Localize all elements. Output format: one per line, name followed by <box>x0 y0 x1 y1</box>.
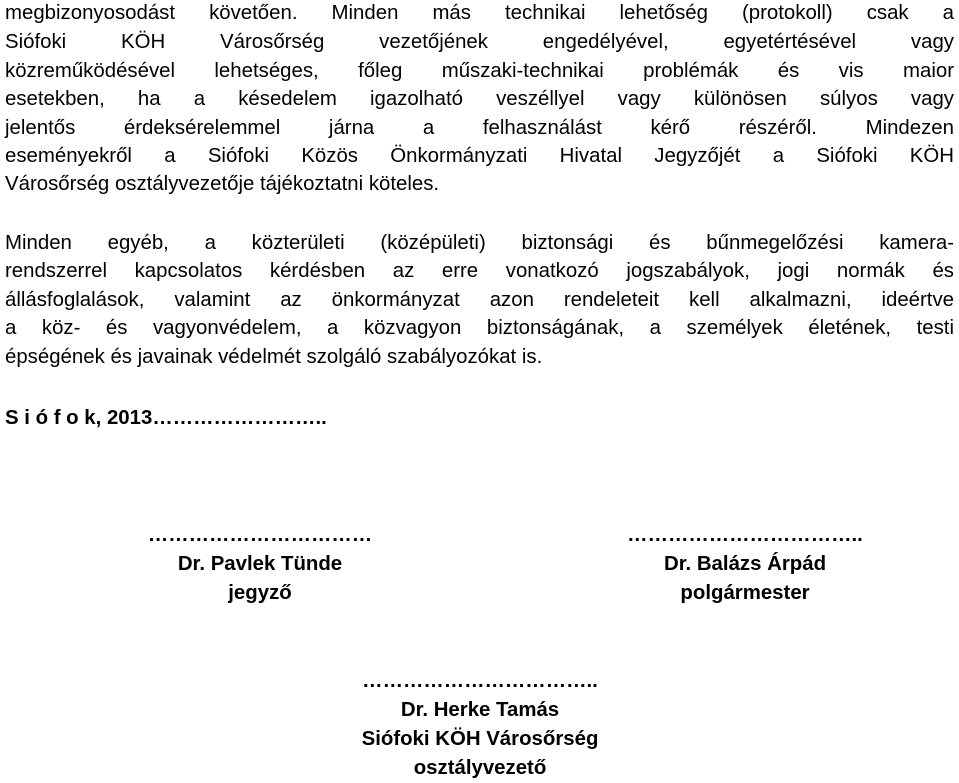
paragraph-line: rendszerrel kapcsolatos kérdésben az erre vonatkozó jogszabályok, jogi normák és <box>5 260 954 282</box>
paragraph-line: esetekben, ha a késedelem igazolható veszéllyel vagy különösen súlyos vagy <box>5 88 954 110</box>
signatory-name: Dr. Pavlek Tünde <box>177 553 343 575</box>
signatory-role: polgármester <box>680 582 810 604</box>
signatory-role: osztályvezető <box>413 757 547 779</box>
signatory-role: Siófoki KÖH Városőrség <box>361 728 599 750</box>
paragraph-line: megbizonyosodást követően. Minden más technikai lehetőség (protokoll) csak a <box>5 2 954 24</box>
place-date: S i ó f o k, 2013…………………….. <box>5 407 327 429</box>
paragraph-line: Siófoki KÖH Városőrség vezetőjének engedélyével, egyetértésével vagy <box>5 31 954 53</box>
paragraph-line: jelentős érdeksérelemmel járna a felhasználást kérő részéről. Mindezen <box>5 117 954 139</box>
paragraph-line: eseményekről a Siófoki Közös Önkormányzati Hivatal Jegyzőjét a Siófoki KÖH <box>5 145 954 167</box>
paragraph-line: Városőrség osztályvezetője tájékoztatni köteles. <box>5 173 440 195</box>
signature-block-notary <box>80 521 440 608</box>
signatory-role: jegyző <box>228 582 292 604</box>
paragraph-line: közreműködésével lehetséges, főleg műszaki-technikai problémák és vis maior <box>5 60 954 82</box>
signatory-name: Dr. Balázs Árpád <box>663 553 827 575</box>
signature-line: …………………………….. <box>362 670 598 692</box>
signature-block-mayor <box>535 521 955 608</box>
paragraph-line: a köz- és vagyonvédelem, a közvagyon biztonságának, a személyek életének, testi <box>5 317 954 339</box>
signatory-name: Dr. Herke Tamás <box>400 699 560 721</box>
paragraph-line: épségének és javainak védelmét szolgáló szabályozókat is. <box>5 346 543 368</box>
signature-block-department-head <box>230 667 730 783</box>
signature-line: …………………………….. <box>627 524 863 546</box>
paragraph-line: állásfoglalások, valamint az önkormányzat azon rendeleteit kell alkalmazni, ideértve <box>5 289 954 311</box>
paragraph-line: Minden egyéb, a közterületi (középületi) biztonsági és bűnmegelőzési kamera- <box>5 232 954 254</box>
signature-line: …………………………… <box>147 524 373 546</box>
